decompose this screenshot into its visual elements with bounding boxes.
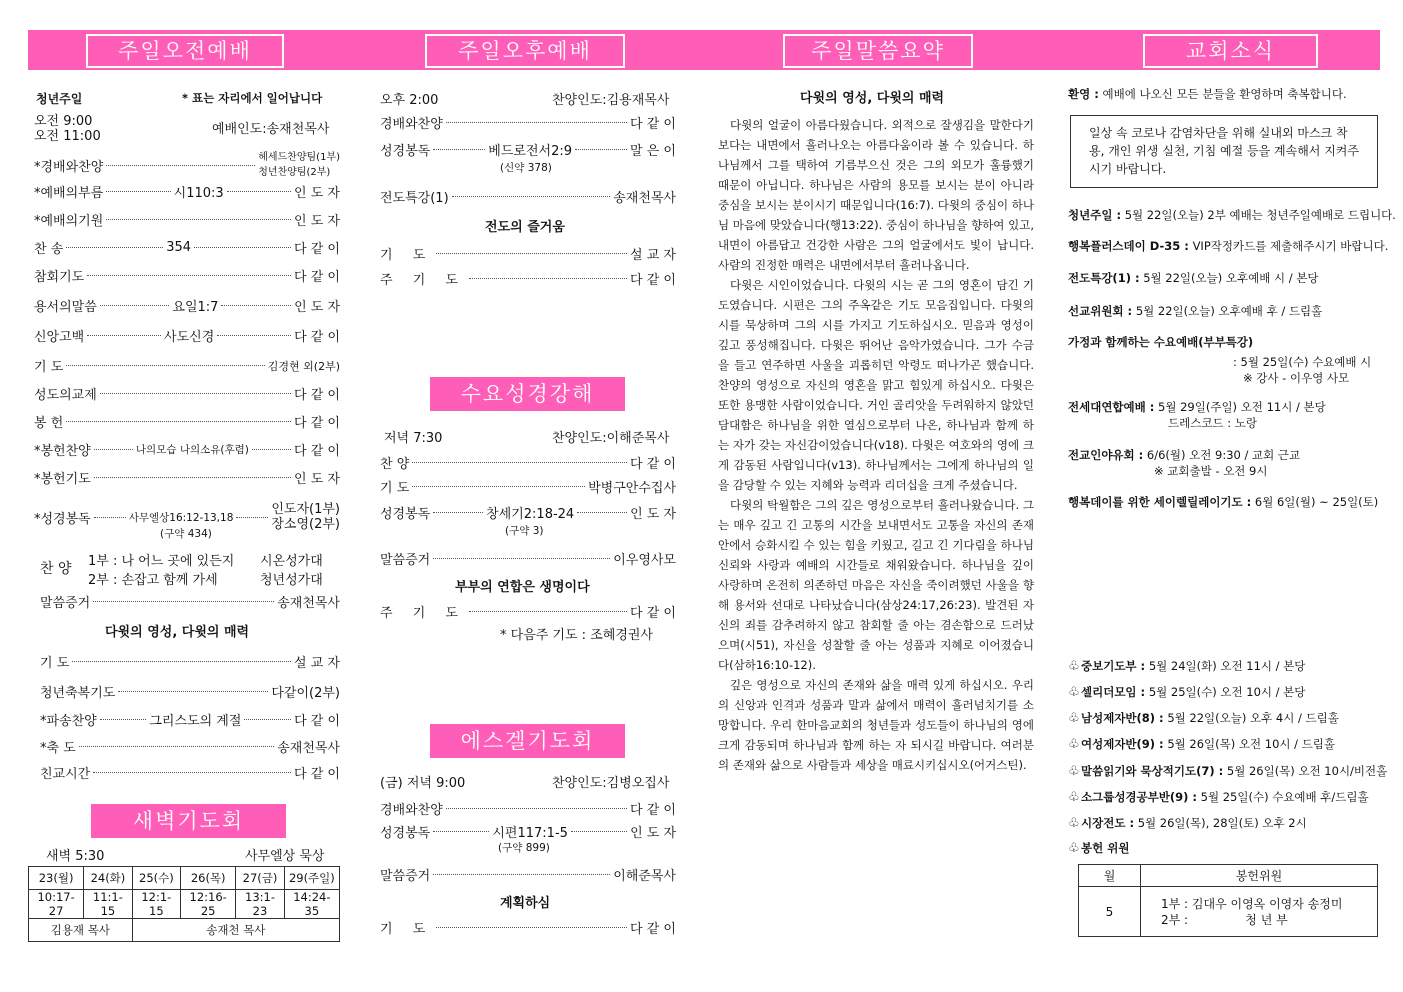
dotted-leader	[94, 477, 291, 478]
order-item-right: 다 같 이	[294, 416, 340, 431]
club-bullet-icon: ♧	[1068, 764, 1080, 779]
offer-header-members: 봉헌위원	[1141, 865, 1378, 887]
dawn-preacher-1: 김용재 목사	[29, 919, 133, 942]
dotted-leader	[452, 196, 611, 197]
club-item-label: 말씀읽기와 묵상적기도(7) :	[1081, 764, 1224, 778]
dotted-leader	[436, 253, 627, 254]
order-item-name: 기 도	[40, 656, 70, 671]
dotted-leader	[66, 421, 291, 422]
news-item-line	[1068, 303, 1322, 319]
order-row	[380, 799, 676, 818]
club-item-label: 소그룹성경공부반(9) :	[1081, 790, 1197, 804]
order-item-name: 주 기 도	[380, 273, 466, 288]
news-item-extra: 드레스코드 : 노랑	[1168, 416, 1257, 430]
dawn-day-cell: 27(금)	[236, 867, 284, 890]
order-row	[380, 113, 676, 132]
order-row	[34, 150, 340, 180]
ezekiel-scripture-page: (구약 899)	[498, 842, 550, 854]
order-item-detail: 사도신경	[164, 330, 215, 345]
morning-time-2: 오전 11:00	[34, 129, 101, 144]
wednesday-lords-prayer-row	[380, 602, 676, 621]
dotted-leader	[66, 365, 265, 366]
ezekiel-time: (금) 저녁 9:00	[380, 776, 466, 791]
order-item-right: 다 같 이	[630, 273, 676, 288]
order-row	[34, 384, 340, 403]
news-item-label: 행복데이를 위한 세이렐릴레이기도 :	[1068, 495, 1252, 509]
dawn-passages-row	[29, 890, 340, 919]
news-item-text: 5월 22일(오늘) 오후예배 시 / 본당	[1143, 271, 1319, 285]
order-item-right: 다 같 이	[294, 714, 341, 729]
news-item	[1068, 334, 1371, 386]
order-row	[34, 412, 340, 431]
dotted-leader	[412, 486, 585, 487]
news-item-text: 5월 22일(오늘) 2부 예배는 청년주일예배로 드립니다.	[1124, 208, 1396, 222]
dotted-leader	[221, 305, 291, 306]
club-item-text: 5월 25일(수) 오전 10시 / 본당	[1148, 685, 1306, 699]
dotted-leader	[66, 247, 163, 248]
news-item-line	[1068, 399, 1326, 415]
sermon-heading: 다윗의 영성, 다윗의 매력	[800, 91, 945, 106]
dotted-leader	[436, 927, 627, 928]
next-week-prayer: * 다음주 기도 : 조혜경권사	[500, 628, 653, 643]
club-item	[1068, 658, 1305, 674]
dawn-day-cell: 29(주일)	[284, 867, 339, 890]
order-item-right: 다같이(2부)	[271, 686, 340, 701]
order-item-right: 인 도 자	[630, 826, 677, 841]
news-item-text: VIP작정카드를 제출해주시기 바랍니다.	[1192, 239, 1389, 253]
dotted-leader	[433, 558, 610, 559]
order-item-right: 김경현 외(2부)	[267, 359, 340, 373]
news-item-line	[1068, 494, 1378, 510]
offer-members-cell	[1141, 887, 1378, 937]
hymn-2-choir: 청년성가대	[260, 573, 323, 588]
dotted-leader	[118, 691, 268, 692]
order-item-right: 인도자(1부) 장소영(2부)	[271, 502, 341, 532]
order-item-name: *예배의기원	[34, 214, 104, 229]
order-item-name: 경배와찬양	[380, 803, 443, 818]
club-item	[1068, 789, 1369, 805]
dotted-leader	[433, 149, 485, 150]
order-item-right: 인 도 자	[630, 507, 677, 522]
news-item	[1068, 447, 1300, 479]
order-item-name: 기 도	[34, 360, 64, 375]
dotted-leader	[217, 335, 291, 336]
offer-header-month: 월	[1079, 865, 1141, 887]
dotted-leader	[446, 122, 627, 123]
dawn-day-cell: 26(목)	[181, 867, 236, 890]
club-bullet-icon: ♧	[1068, 737, 1080, 752]
news-item-text: 5월 22일(오늘) 오후예배 후 / 드림홀	[1135, 304, 1323, 318]
dotted-leader	[106, 165, 255, 166]
club-item-label: 시장전도 :	[1081, 816, 1135, 830]
order-item-right: 박병구안수집사	[588, 481, 676, 496]
dotted-leader	[433, 831, 489, 832]
dotted-leader	[93, 601, 274, 602]
dotted-leader	[194, 247, 291, 248]
dawn-days-row	[29, 867, 340, 890]
ezekiel-prayer-row	[380, 918, 676, 937]
dotted-leader	[87, 275, 291, 276]
club-bullet-icon: ♧	[1068, 790, 1080, 805]
dawn-passage-cell: 14:24-35	[284, 890, 339, 919]
dawn-series: 사무엘상 묵상	[245, 849, 325, 864]
dotted-leader	[571, 831, 627, 832]
dotted-leader	[236, 517, 268, 518]
order-item-detail: 베드로전서2:9	[488, 144, 572, 159]
dotted-leader	[469, 278, 627, 279]
dotted-leader	[106, 191, 170, 192]
news-item	[1068, 303, 1322, 319]
news-item-extra: ※ 교회출발 - 오전 9시	[1154, 464, 1268, 478]
order-row	[34, 356, 340, 375]
dawn-day-cell: 25(수)	[132, 867, 180, 890]
order-item-right: 다 같 이	[294, 330, 341, 345]
order-item-name: 성경봉독	[380, 507, 431, 522]
club-item-label: 봉헌 위원	[1081, 841, 1130, 855]
dotted-leader	[100, 393, 291, 394]
news-item-text: : 5월 25일(수) 수요예배 시	[1233, 355, 1372, 369]
order-row	[34, 440, 340, 459]
order-item-right: 다 같 이	[630, 803, 676, 818]
morning-leader: 예배인도:송재천목사	[212, 122, 330, 137]
welcome-label: 환영 :	[1068, 87, 1099, 101]
news-item-label: 행복플러스데이 D-35 :	[1068, 239, 1189, 253]
order-item-name: *축 도	[40, 741, 76, 756]
order-item-right: 헤세드찬양팀(1부) 청년찬양팀(2부)	[258, 152, 340, 178]
sermon-paragraph: 다윗의 얼굴이 아름다웠습니다. 외적으로 잘생김을 말한다기보다는 내면에서 흘러나오는 아름다움이라 볼 수 있습니다. 하나님께서 그를 택하여 기름부으신 것은 그의 외모가 훌륭했기 때문이 아닙니다. 하나님은 사람의 용모를 보시는 분이 아니라 중심을 보시는 분이시기 때문입니다(16:7). 다윗의 중심이 하나님 마음에 맞았습니다(행13:22). 중심이 하나님을 향하여 있고, 내면이 아름답고 건강한 사람은 그의 얼굴에서도 빛이 납니다. 사람의 진정한 매력은 내면에서부터 흘러나옵니다.	[718, 118, 1034, 272]
order-row	[34, 266, 340, 285]
news-item-text: 6월 6일(월) ~ 25일(토)	[1254, 495, 1379, 509]
wednesday-scripture-page: (구약 3)	[505, 525, 544, 537]
club-item	[1068, 736, 1335, 752]
dawn-passage-cell: 13:1-23	[236, 890, 284, 919]
wednesday-witness-row	[380, 549, 676, 568]
youth-sunday-label: 청년주일	[36, 92, 83, 106]
club-item-text: 5월 24일(화) 오전 11시 / 본당	[1148, 659, 1306, 673]
ezekiel-sermon-title: 계획하심	[500, 896, 551, 911]
news-item-label: 가정과 함께하는 수요예배(부부특강)	[1068, 335, 1254, 349]
club-bullet-icon: ♧	[1068, 659, 1080, 674]
news-item-text: 6/6(월) 오전 9:30 / 교회 근교	[1146, 448, 1301, 462]
order-row	[40, 652, 340, 671]
dotted-leader	[100, 719, 147, 720]
news-item-label: 선교위원회 :	[1068, 304, 1133, 318]
order-item-name: 친교시간	[40, 767, 91, 782]
order-item-name: 찬 송	[34, 242, 64, 257]
hymn-1-choir: 시온성가대	[260, 554, 323, 569]
order-item-detail: 사무엘상16:12-13,18	[128, 511, 234, 524]
dawn-passage-cell: 12:16-25	[181, 890, 236, 919]
dotted-leader	[87, 335, 161, 336]
club-item-label: 남성제자반(8) :	[1081, 711, 1164, 725]
dotted-leader	[227, 191, 291, 192]
order-item-name: 기 도	[380, 248, 434, 263]
dotted-leader	[93, 772, 291, 773]
wednesday-leader: 찬양인도:이해준목사	[552, 431, 670, 446]
dotted-leader	[106, 219, 291, 220]
morning-witness-row	[40, 592, 340, 611]
dotted-leader	[94, 449, 133, 450]
order-item-right: 설 교 자	[630, 248, 676, 263]
sermon-paragraph: 다윗은 시인이었습니다. 다윗의 시는 곧 그의 영혼이 담긴 기도였습니다. 시편은 그의 주옥같은 기도 모음집입니다. 다윗의 시를 묵상하며 그의 시를 가지고 기도하십시오. 믿음과 영성이 깊고 풍성해집니다. 다윗은 뛰어난 음악가였습니다. 그가 수금을 들고 연주하면 사울을 괴롭히던 악령도 떠나가곤 했습니다. 찬양의 영성으로 자신의 영혼을 맑고 힘있게 하십시오. 다윗은 또한 용맹한 사람이었습니다. 거인 골리앗을 두려워하지 않았던 담대함은 하나님을 위한 열심으로부터 나온, 하나님과 함께 하는 자가 갖는 자신감이었습니다(v18). 다윗은 여호와의 영에 크게 감동된 사람입니다(v13). 하나님께서는 그에게 하나님의 일을 감당할 수 있는 지혜와 능력과 리더십을 크게 주셨습니다.	[718, 278, 1034, 492]
dotted-leader	[433, 874, 610, 875]
club-item-label: 여성제자반(9) :	[1081, 737, 1164, 751]
morning-witness-name: 말씀증거	[40, 596, 91, 611]
dawn-passage-cell: 11:1-15	[84, 890, 132, 919]
morning-worship-title: 주일오전예배	[86, 34, 284, 68]
order-item-name: 봉 헌	[34, 416, 64, 431]
club-item-text: 5월 25일(수) 수요예배 후/드림홀	[1200, 790, 1369, 804]
news-item	[1068, 207, 1396, 223]
club-item-text: 5월 26일(목) 오전 10시/비전홀	[1226, 764, 1388, 778]
order-item-name: 참회기도	[34, 270, 85, 285]
order-row	[40, 682, 340, 701]
wednesday-title: 수요성경강해	[430, 377, 625, 411]
order-item-name: 용서의말씀	[34, 300, 97, 315]
dawn-passage-cell: 12:1-15	[132, 890, 180, 919]
news-item-label: 청년주일 :	[1068, 208, 1122, 222]
afternoon-special-title: 전도의 즐거움	[485, 220, 565, 235]
wednesday-witness-name: 말씀증거	[380, 553, 431, 568]
order-item-name: 경배와찬양	[380, 117, 443, 132]
sermon-body	[718, 115, 1034, 775]
order-item-right: 다 같 이	[294, 444, 340, 459]
order-item-right: 인 도 자	[294, 186, 340, 201]
order-row	[34, 238, 340, 257]
morning-time-1: 오전 9:00	[34, 114, 93, 129]
dotted-leader	[72, 661, 291, 662]
dotted-leader	[469, 611, 627, 612]
dotted-leader	[244, 719, 291, 720]
order-item-right: 다 같 이	[294, 242, 340, 257]
order-row	[34, 468, 340, 487]
order-item-right: 다 같 이	[630, 457, 676, 472]
sermon-summary-title: 주일말씀요약	[783, 34, 973, 68]
afternoon-time: 오후 2:00	[380, 93, 439, 108]
dotted-leader	[252, 449, 291, 450]
club-item-label: 중보기도부 :	[1081, 659, 1146, 673]
offer-line-1: 1부 : 김대우 이영옥 이영자 송정미	[1161, 896, 1343, 911]
order-row	[34, 182, 340, 201]
order-row	[40, 763, 340, 782]
club-item	[1068, 684, 1305, 700]
hymn-1: 1부 : 나 어느 곳에 있든지	[88, 554, 235, 569]
order-item-name: 찬 양	[380, 457, 410, 472]
club-bullet-icon: ♧	[1068, 841, 1080, 856]
order-item-right: 다 같 이	[630, 117, 676, 132]
club-item-text: 5월 26일(목), 28일(토) 오후 2시	[1137, 816, 1307, 830]
order-item-name: *예배의부름	[34, 186, 104, 201]
ezekiel-prayer-right: 다 같 이	[630, 922, 676, 937]
dawn-passage-cell: 10:17-27	[29, 890, 84, 919]
news-item-label: 전교인야유회 :	[1068, 448, 1144, 462]
afternoon-special-row	[380, 187, 676, 206]
wednesday-sermon-title: 부부의 연합은 생명이다	[455, 580, 590, 595]
church-news-title: 교회소식	[1143, 34, 1318, 68]
club-item	[1068, 815, 1307, 831]
ezekiel-witness-right: 이해준목사	[613, 869, 676, 884]
order-item-name: 성경봉독	[380, 144, 431, 159]
order-item-right: 인 도 자	[294, 214, 340, 229]
news-item-line	[1068, 238, 1388, 254]
offering-committee-table	[1078, 864, 1378, 937]
wednesday-lords-prayer-name: 주 기 도	[380, 606, 466, 621]
club-item-text: 5월 26일(목) 오전 10시 / 드림홀	[1167, 737, 1336, 751]
order-item-name: *성경봉독	[34, 511, 91, 527]
hymn-label: 찬 양	[40, 561, 72, 577]
order-item-name: *파송찬양	[40, 714, 97, 729]
dotted-leader	[412, 462, 627, 463]
sermon-paragraph: 다윗의 탁월함은 그의 깊은 영성으로부터 흘러나왔습니다. 그는 매우 깊고 긴 고통의 시간을 보내면서도 고통을 자신의 존재 안에서 승화시킬 수 있는 힘을 키웠고, 길고 긴 기다림을 하나님 신뢰와 사랑과 예배의 시간들로 채워왔습니다. 하나님을 깊이 사랑하며 온전히 의존하던 마음은 자신을 죽이려했던 사울을 향해 용서와 선대로 나타났습니다(삼상24:17,26:23). 발견된 자신의 죄를 감추려하지 않고 참회할 줄 아는 겸손함으로 드러났으며(시51), 자신을 성찰할 줄 아는 성품과 지혜로 이어졌습니다(삼하16:10-12).	[718, 498, 1034, 672]
welcome-text: 예배에 나오신 모든 분들을 환영하며 축복합니다.	[1102, 87, 1347, 101]
hymn-2: 2부 : 손잡고 함께 가세	[88, 573, 218, 588]
order-item-name: 성경봉독	[380, 826, 431, 841]
order-item-name: 기 도	[380, 481, 410, 496]
ezekiel-witness-row	[380, 865, 676, 884]
dawn-day-cell: 23(월)	[29, 867, 84, 890]
club-bullet-icon: ♧	[1068, 685, 1080, 700]
news-item	[1068, 238, 1388, 254]
news-item-line	[1068, 207, 1396, 223]
dotted-leader	[433, 512, 483, 513]
dawn-preacher-2: 송재천 목사	[132, 919, 339, 942]
order-row	[34, 326, 340, 345]
wednesday-lords-prayer-right: 다 같 이	[630, 606, 676, 621]
news-item	[1068, 494, 1378, 510]
news-item	[1068, 270, 1319, 286]
offer-line-2: 2부 : 청 년 부	[1161, 912, 1288, 927]
afternoon-worship-title: 주일오후예배	[425, 34, 625, 68]
afternoon-special-name: 전도특강(1)	[380, 191, 449, 206]
club-item	[1068, 710, 1339, 726]
order-item-name: 청년축복기도	[40, 686, 116, 701]
club-bullet-icon: ♧	[1068, 711, 1080, 726]
order-row	[380, 244, 676, 263]
order-row	[380, 453, 676, 472]
dotted-leader	[575, 149, 627, 150]
dotted-leader	[446, 808, 627, 809]
dotted-leader	[577, 512, 627, 513]
club-item-label: 셀리더모임 :	[1081, 685, 1146, 699]
club-item	[1068, 840, 1129, 856]
dawn-schedule-table	[28, 866, 340, 942]
order-row	[380, 503, 676, 522]
order-item-detail: 나의모습 나의소유(후렴)	[135, 444, 249, 456]
order-row	[380, 822, 676, 841]
order-row	[380, 140, 676, 159]
news-item-line	[1068, 447, 1300, 463]
order-item-right: 송재천목사	[277, 741, 340, 756]
news-item-label: 전세대연합예배 :	[1068, 400, 1155, 414]
morning-sermon-title: 다윗의 영성, 다윗의 매력	[105, 625, 250, 640]
news-item-extra: ※ 강사 - 이우영 사모	[1243, 371, 1350, 385]
wednesday-witness-right: 이우영사모	[613, 553, 676, 568]
news-item	[1068, 399, 1326, 431]
order-item-right: 인 도 자	[294, 300, 341, 315]
order-item-right: 말 은 이	[630, 144, 676, 159]
order-item-detail: 요일1:7	[172, 300, 219, 315]
covid-notice-box: 일상 속 코로나 감염차단을 위해 실내외 마스크 착용, 개인 위생 실천, 기침 예절 등을 계속해서 지켜주시기 바랍니다.	[1070, 115, 1378, 188]
ezekiel-title: 에스겔기도회	[430, 724, 625, 758]
order-item-detail: 시110:3	[173, 186, 224, 201]
order-item-right: 다 같 이	[294, 767, 340, 782]
order-row	[380, 269, 676, 288]
afternoon-special-right: 송재천목사	[613, 191, 676, 206]
order-item-detail: 창세기2:18-24	[486, 507, 575, 522]
afternoon-leader: 찬양인도:김용재목사	[552, 93, 670, 108]
order-item-right: 인 도 자	[294, 472, 340, 487]
dotted-leader	[100, 305, 170, 306]
dawn-preachers-row	[29, 919, 340, 942]
order-item-name: *경배와찬양	[34, 159, 104, 175]
order-item-name: 성도의교제	[34, 388, 97, 403]
ezekiel-witness-name: 말씀증거	[380, 869, 431, 884]
order-item-right: 다 같 이	[294, 388, 340, 403]
news-item-line	[1068, 334, 1371, 350]
order-row	[40, 710, 340, 729]
order-row	[34, 296, 340, 315]
news-item-line	[1068, 270, 1319, 286]
order-row	[34, 210, 340, 229]
dawn-prayer-title: 새벽기도회	[91, 804, 286, 838]
news-item-label: 전도특강(1) :	[1068, 271, 1140, 285]
ezekiel-prayer-name: 기 도	[380, 922, 434, 937]
order-item-detail: 그리스도의 계절	[149, 714, 242, 729]
order-item-detail: 354	[166, 240, 192, 255]
ezekiel-leader: 찬양인도:김병오집사	[552, 776, 670, 791]
wednesday-time: 저녁 7:30	[384, 431, 443, 446]
order-row	[380, 477, 676, 496]
dotted-leader	[94, 517, 126, 518]
order-item-right: 다 같 이	[294, 270, 340, 285]
sermon-paragraph: 깊은 영성으로 자신의 존재와 삶을 매력 있게 하십시오. 우리의 신앙과 인격과 성품과 말과 삶에서 매력이 흘러넘치기를 소망합니다. 우리 한마음교회의 청년들과 성도들이 하나님의 영에 크게 감동되며 하나님과 함께 하는 자 되시길 바랍니다. 여러분의 존재와 삶으로 사람들과 세상을 매료시키십시오(어거스틴).	[718, 678, 1034, 772]
offer-month: 5	[1079, 887, 1141, 937]
order-row	[40, 737, 340, 756]
order-item-name: 신앙고백	[34, 330, 85, 345]
stand-note: * 표는 자리에서 일어납니다	[182, 91, 323, 105]
morning-scripture-page: (구약 434)	[160, 528, 212, 540]
club-item-text: 5월 22일(오늘) 오후 4시 / 드림홀	[1167, 711, 1339, 725]
welcome-line	[1068, 86, 1347, 102]
order-item-detail: 시편117:1-5	[492, 826, 568, 841]
news-item-text: 5월 29일(주일) 오전 11시 / 본당	[1158, 400, 1326, 414]
club-item	[1068, 763, 1387, 779]
club-bullet-icon: ♧	[1068, 816, 1080, 831]
dawn-day-cell: 24(화)	[84, 867, 132, 890]
morning-witness-right: 송재천목사	[277, 596, 340, 611]
order-item-name: *봉헌찬양	[34, 444, 91, 459]
dawn-time: 새벽 5:30	[46, 849, 105, 864]
afternoon-scripture-page: (신약 378)	[500, 162, 552, 174]
dotted-leader	[79, 746, 274, 747]
order-item-name: *봉헌기도	[34, 472, 91, 487]
order-item-right: 설 교 자	[294, 656, 340, 671]
